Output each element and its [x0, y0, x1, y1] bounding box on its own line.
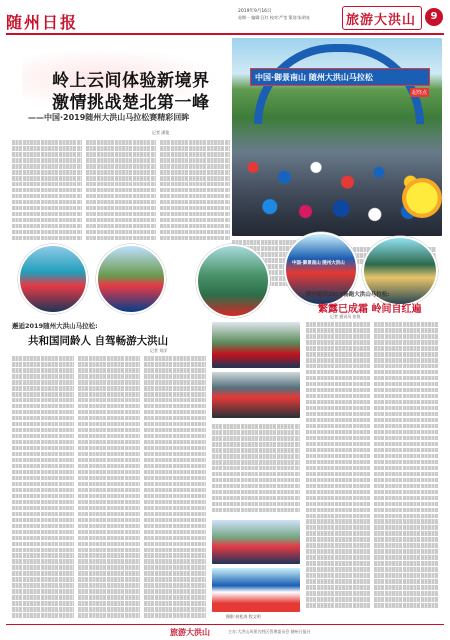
- section-title: 旅游大洪山: [346, 13, 417, 28]
- second-body-col2: [78, 356, 140, 624]
- third-article-kicker: 随州跑团2019畅跑大洪山马拉松:: [306, 292, 390, 298]
- photo-road-runners: [212, 372, 300, 418]
- page-number: 9: [425, 8, 443, 26]
- lead-body-col2: [86, 140, 156, 244]
- footer-rule: [6, 624, 444, 625]
- lead-headline-block: [12, 40, 232, 135]
- round-photo-3: [196, 244, 270, 318]
- third-body-col1: [306, 322, 370, 616]
- second-article-kicker: 邂逅2019随州大洪山马拉松:: [12, 322, 98, 330]
- second-article-byline: 记者 刘洋: [150, 348, 168, 353]
- photo-credit: 摄影:何松涛 程文明: [226, 614, 261, 619]
- lead-headline-1: 岭上云间体验新境界: [52, 71, 210, 91]
- lead-subhead: ——中国·2019随州大洪山马拉松赛精彩回眸: [28, 113, 190, 122]
- marathon-start-photo: [232, 38, 442, 236]
- lead-headline-2: 激情挑战楚北第一峰: [52, 93, 210, 113]
- meta-line: 星期一 编辑:汪红 校对:严莹 策划:朱明亮: [238, 15, 310, 20]
- third-article-byline: 记者 通讯员 张锐: [330, 314, 361, 319]
- arch-right-sign: 起终点: [412, 90, 428, 96]
- second-body-col1: [12, 356, 74, 624]
- second-body-col3: [144, 356, 206, 624]
- footer-info: 主办:大洪山风景名胜区管理委员会 随州日报社: [228, 629, 311, 634]
- arch-banner: [250, 68, 430, 86]
- photo-team-banner: [212, 568, 300, 612]
- masthead-rule: [6, 33, 444, 35]
- date-line: 2019年9月16日: [238, 9, 272, 14]
- third-body-col2: [374, 322, 438, 616]
- footer-logo: 旅游大洪山: [170, 627, 210, 637]
- photo-runners-group: [212, 520, 300, 564]
- lead-body-col3: [160, 140, 230, 244]
- third-article-headline: 繁露已成霜 岭间自红遍: [318, 304, 422, 315]
- second-article-headline: 共和国同龄人 自驾畅游大洪山: [28, 335, 169, 347]
- masthead: [0, 0, 450, 38]
- round-photo-1: [18, 244, 88, 314]
- round-banner-text: 中国·御景南山 随州大洪山: [292, 261, 345, 266]
- arch-banner-text: 中国·御景南山 随州大洪山马拉松: [255, 73, 373, 82]
- middle-body: [212, 424, 300, 516]
- yellow-umbrella: [402, 178, 442, 218]
- lead-byline: 记者 潘俊: [152, 130, 170, 135]
- lead-body-col1: [12, 140, 82, 244]
- photo-race-finish: [212, 322, 300, 368]
- paper-name: 随州日报: [6, 13, 79, 32]
- round-photo-2: [96, 244, 166, 314]
